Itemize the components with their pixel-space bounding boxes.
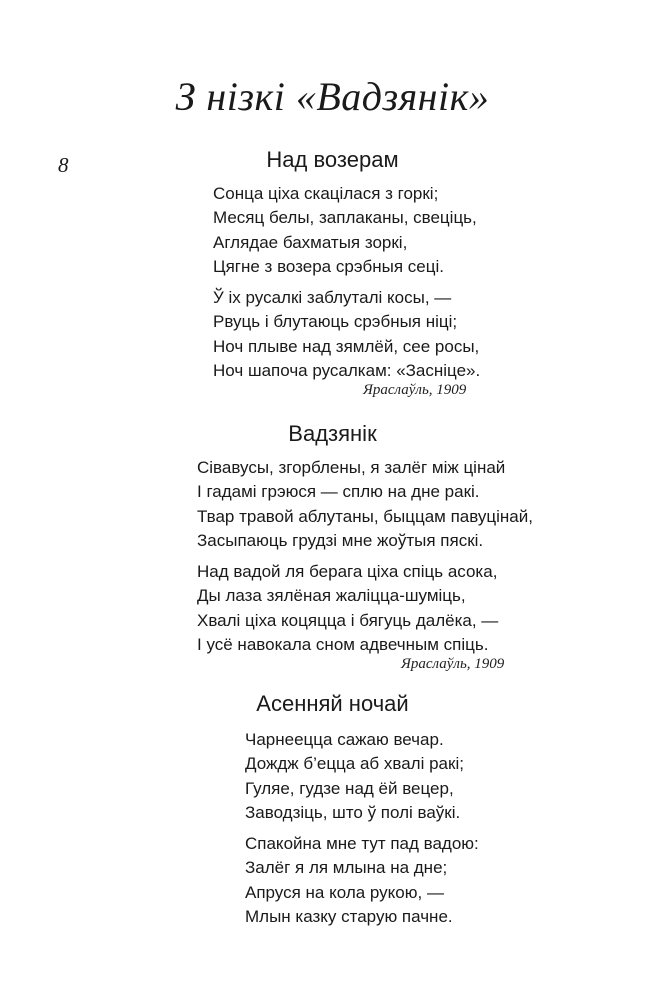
section-title: З нізкі «Вадзянік» — [175, 74, 490, 119]
poem-line: Твар травой аблутаны, быццам павуцінай, — [197, 506, 533, 526]
poem-title: Асенняй ночай — [256, 691, 409, 716]
poem-line: Апруся на кола рукою, — — [245, 882, 444, 902]
stanza — [245, 728, 464, 826]
poem-line: Ноч шапоча русалкам: «Засніце». — [213, 361, 481, 381]
poem-line: Над вадой ля берага ціха спіць асока, — [197, 562, 498, 581]
poem-line: Засыпаюць грудзі мне жоўтыя пяскі. — [197, 531, 484, 551]
poem-line: Гуляе, гудзе над ёй вецер, — [245, 778, 454, 798]
poem-line: Заводзіць, што ў полі ваўкі. — [245, 803, 461, 823]
poem-line: Млын казку старую пачне. — [245, 907, 453, 927]
poem-signature: Яраслаўль, 1909 — [401, 656, 505, 672]
stanza — [213, 286, 480, 384]
poem-line: Хвалі ціха коцяцца і бягуць далёка, — — [197, 610, 499, 630]
poem-signature: Яраслаўль, 1909 — [363, 382, 467, 398]
poem-line: Аглядае бахматыя зоркі, — [213, 232, 408, 252]
poem-line: Цягне з возера срэбныя сеці. — [213, 257, 444, 277]
poem-line: Ды лаза зялёная жаліцца-шуміць, — [197, 586, 466, 606]
poem-line: Чарнеецца сажаю вечар. — [245, 730, 444, 749]
poem-line: Сівавусы, згорблены, я залёг між цінай — [197, 458, 506, 477]
stanza — [245, 832, 479, 930]
stanza — [197, 560, 498, 658]
stanza — [213, 182, 477, 280]
poem-title: Над возерам — [266, 147, 399, 172]
poem-line: Месяц белы, заплаканы, свеціць, — [213, 208, 477, 228]
poem-line: Дождж б’ецца аб хвалі ракі; — [245, 754, 464, 774]
poem-title: Вадзянік — [288, 421, 377, 446]
poem-line: Залёг я ля млына на дне; — [245, 858, 448, 878]
poem-line: Сонца ціха скацілася з горкі; — [213, 184, 439, 203]
page-number: 8 — [58, 153, 69, 177]
poem-line: Ў іх русалкі заблуталі косы, — — [213, 288, 452, 307]
poem-line: І гадамі грэюся — сплю на дне ракі. — [197, 482, 480, 502]
stanza — [197, 456, 533, 554]
poem-line: Спакойна мне тут пад вадою: — [245, 834, 479, 853]
poem-line: Ноч плыве над зямлёй, сее росы, — [213, 336, 480, 356]
poem-line: Рвуць і блутаюць срэбныя ніці; — [213, 312, 458, 332]
poem-line: І усё навокала сном адвечным спіць. — [197, 635, 489, 655]
